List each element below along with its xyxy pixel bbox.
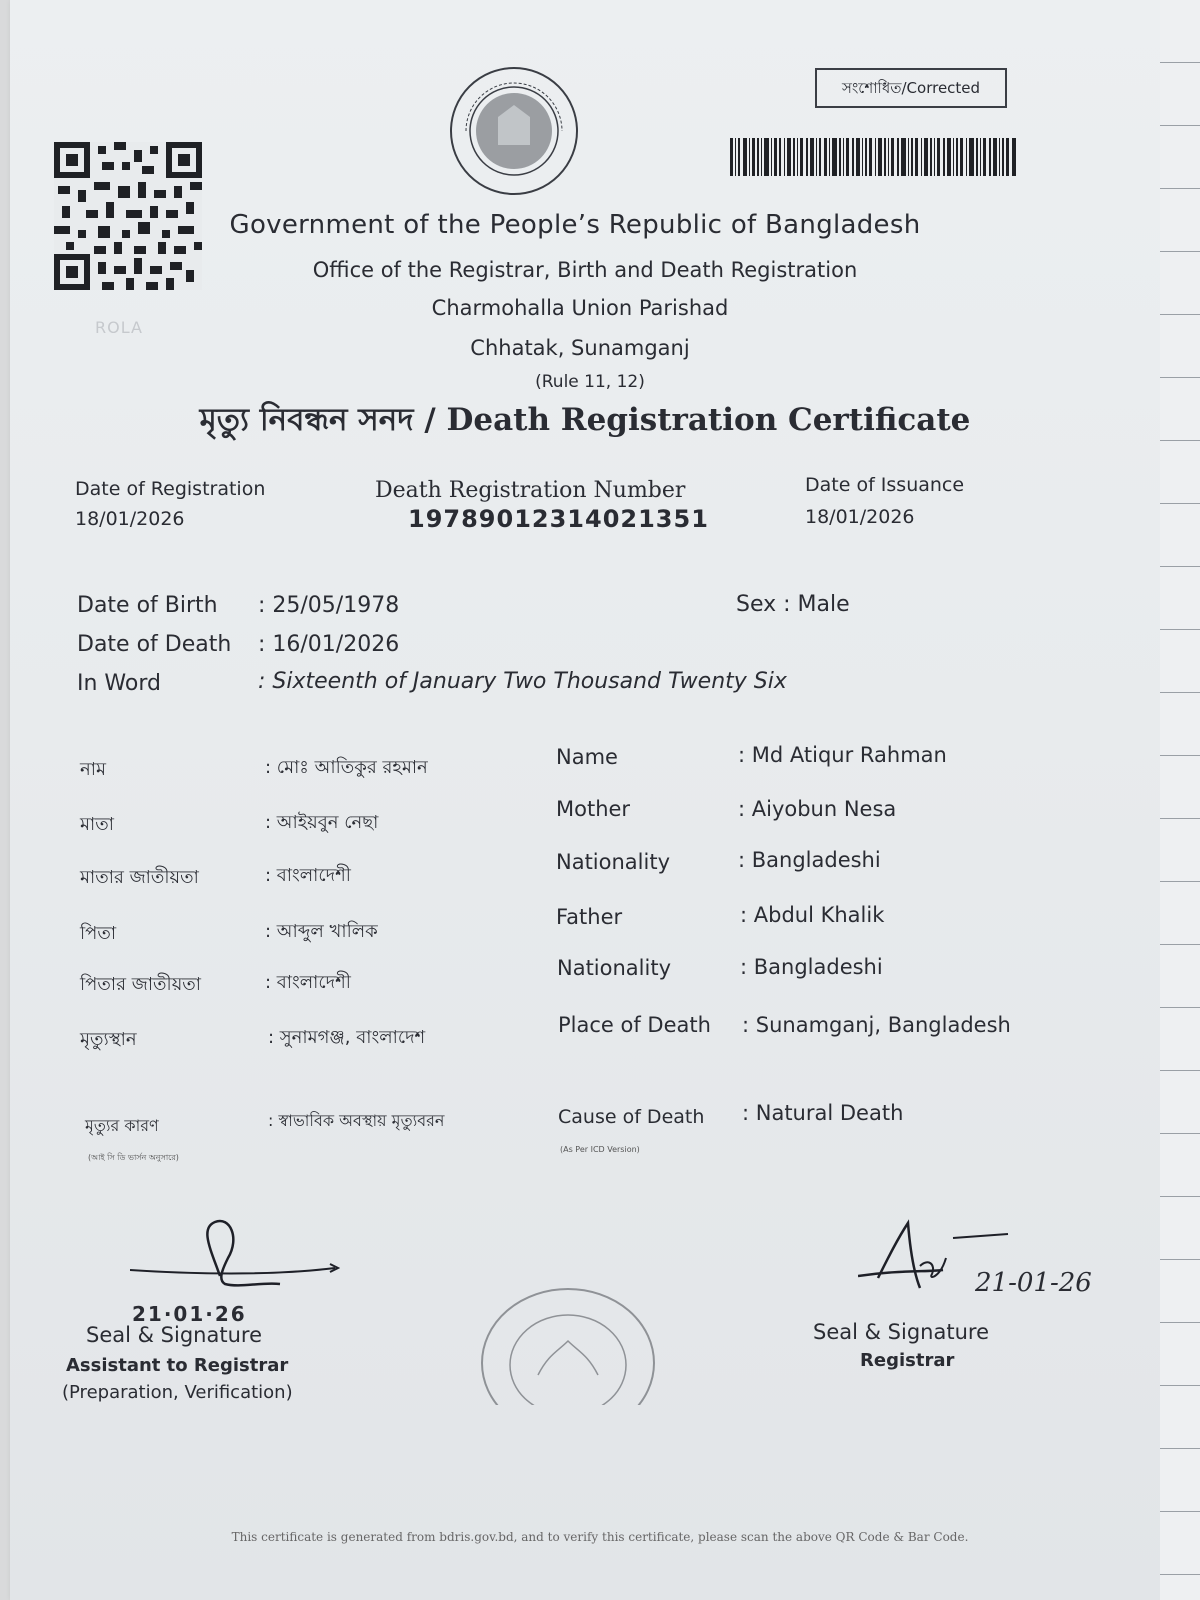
assistant-seal-label: Seal & Signature xyxy=(86,1323,262,1347)
office-title: Office of the Registrar, Birth and Death Registration xyxy=(312,258,858,282)
inword-value: : Sixteenth of January Two Thousand Twenty Six xyxy=(258,669,787,694)
father-nationality-label: Nationality xyxy=(557,956,672,980)
place-of-death-label: Place of Death xyxy=(558,1013,711,1037)
bn-father-value: : আব্দুল খালিক xyxy=(265,921,378,942)
bn-father-nationality-label: পিতার জাতীয়তা xyxy=(80,974,202,995)
cause-of-death-label: Cause of Death xyxy=(558,1106,705,1128)
registration-number-value: 19789012314021351 xyxy=(408,505,709,533)
cause-of-death-value: : Natural Death xyxy=(742,1101,904,1125)
footer-verification-note: This certificate is generated from bdris.gov.bd, and to verify this certificate, please scan the above QR Code & Bar Code. xyxy=(231,1530,969,1544)
roll-watermark: ROLA xyxy=(95,318,143,337)
bn-icd-note: (আই সি ডি ভার্সন অনুসারে) xyxy=(88,1153,179,1162)
registrar-seal-label: Seal & Signature xyxy=(813,1320,989,1344)
dob-label: Date of Birth xyxy=(77,593,218,618)
bn-father-nationality-value: : বাংলাদেশী xyxy=(265,972,351,993)
name-value: : Md Atiqur Rahman xyxy=(738,743,947,767)
father-value: : Abdul Khalik xyxy=(740,903,885,927)
mother-nationality-value: : Bangladeshi xyxy=(738,848,881,872)
union-name: Charmohalla Union Parishad xyxy=(431,296,729,320)
sex-value: Sex : Male xyxy=(736,592,850,617)
registration-number-label: Death Registration Number xyxy=(375,478,686,503)
father-label: Father xyxy=(556,905,623,929)
dod-label: Date of Death xyxy=(77,632,232,657)
registration-date-label: Date of Registration xyxy=(75,478,266,500)
assistant-role: Assistant to Registrar xyxy=(66,1355,289,1376)
bn-name-label: নাম xyxy=(80,759,106,780)
background-grid-sheet xyxy=(1160,0,1200,1600)
bn-place-value: : সুনামগঞ্জ, বাংলাদেশ xyxy=(268,1027,426,1048)
mother-value: : Aiyobun Nesa xyxy=(738,797,897,821)
bn-name-value: : মোঃ আতিকুর রহমান xyxy=(265,757,428,778)
bn-cause-label: মৃত্যুর কারণ xyxy=(85,1116,159,1135)
assistant-sign-date: 21·01·26 xyxy=(132,1302,247,1326)
registrar-sign-date: 21-01-26 xyxy=(975,1268,1092,1298)
assistant-role-note: (Preparation, Verification) xyxy=(62,1382,293,1403)
corrected-stamp: সংশোধিত/Corrected xyxy=(815,68,1007,108)
dob-value: : 25/05/1978 xyxy=(258,593,400,618)
mother-label: Mother xyxy=(556,797,631,821)
registration-date-value: 18/01/2026 xyxy=(75,508,185,530)
father-nationality-value: : Bangladeshi xyxy=(740,955,883,979)
registrar-role: Registrar xyxy=(860,1350,955,1371)
bn-mother-nationality-label: মাতার জাতীয়তা xyxy=(80,867,199,888)
bn-cause-value: : স্বাভাবিক অবস্থায় মৃত্যুবরন xyxy=(268,1111,445,1130)
bn-mother-label: মাতা xyxy=(80,814,114,835)
bn-mother-nationality-value: : বাংলাদেশী xyxy=(265,865,351,886)
government-title: Government of the People’s Republic of Bangladesh xyxy=(229,210,921,240)
issuance-date-label: Date of Issuance xyxy=(805,474,965,496)
barcode-icon xyxy=(730,138,1016,176)
icd-note: (As Per ICD Version) xyxy=(560,1145,640,1154)
issuance-date-value: 18/01/2026 xyxy=(805,506,915,528)
mother-nationality-label: Nationality xyxy=(556,850,671,874)
bn-father-label: পিতা xyxy=(80,923,117,944)
government-seal-icon xyxy=(448,65,580,197)
place-of-death-value: : Sunamganj, Bangladesh xyxy=(742,1013,1011,1037)
dod-value: : 16/01/2026 xyxy=(258,632,400,657)
rule-reference: (Rule 11, 12) xyxy=(535,372,645,392)
union-parishad-seal-icon xyxy=(478,1285,658,1405)
name-label: Name xyxy=(556,745,618,769)
certificate-title: মৃত্যু নিবন্ধন সনদ / Death Registration Certificate xyxy=(199,402,971,438)
location: Chhatak, Sunamganj xyxy=(470,336,690,360)
bn-mother-value: : আইয়বুন নেছা xyxy=(265,812,379,833)
bn-place-label: মৃত্যুস্থান xyxy=(80,1029,137,1050)
inword-label: In Word xyxy=(77,671,161,696)
